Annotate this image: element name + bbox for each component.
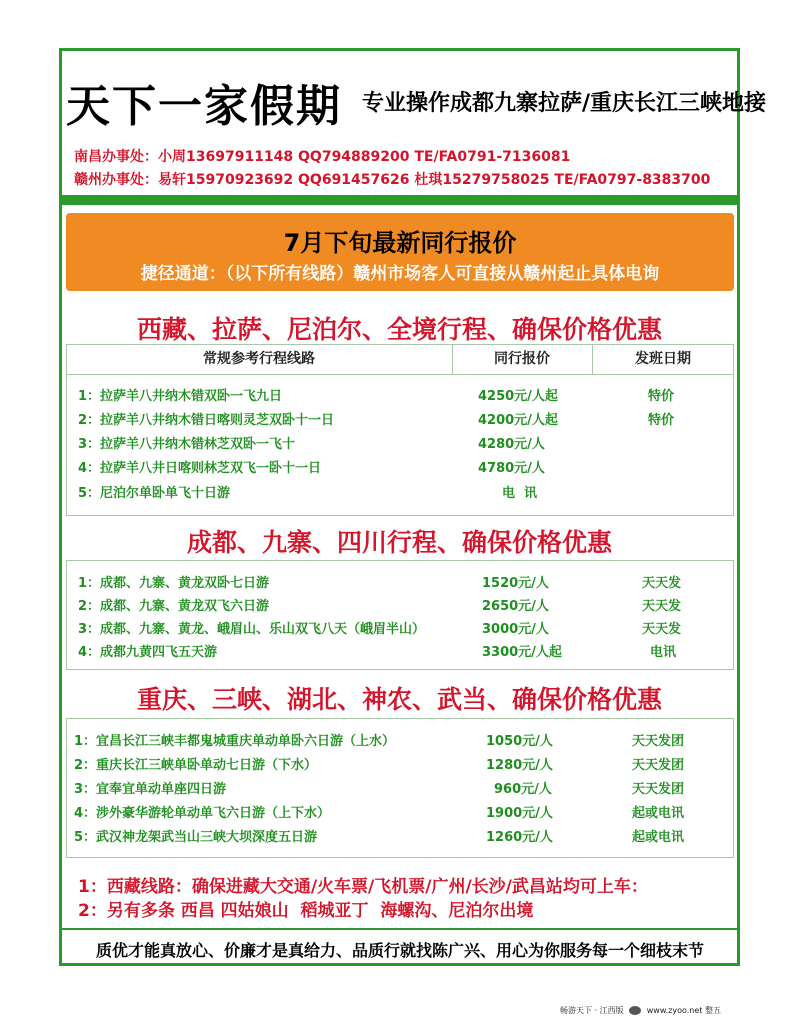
- chongqing-schedule-3: 天天发团: [632, 782, 685, 797]
- chongqing-route-2: 2：重庆长江三峡单卧单动七日游（下水）: [74, 758, 318, 773]
- chongqing-route-1: 1：宜昌长江三峡丰都鬼城重庆单动单卧六日游（上水）: [74, 734, 396, 749]
- sichuan-price-2: 2650元/人: [482, 599, 549, 614]
- sichuan-schedule-3: 天天发: [642, 622, 682, 637]
- office-nanchang: 南昌办事处：小周13697911148 QQ794889200 TE/FA0791-7136081: [74, 149, 571, 165]
- tibet-price-3: 4280元/人: [478, 437, 545, 452]
- sichuan-route-4: 4：成都九黄四飞五天游: [78, 645, 218, 660]
- tibet-route-5: 5：尼泊尔单卧单飞十日游: [78, 486, 231, 501]
- footer-edition: 畅游天下 · 江西版: [560, 1006, 624, 1015]
- brand-tagline: 专业操作成都九寨拉萨/重庆长江三峡地接: [362, 91, 767, 116]
- publication-logo-icon: [629, 1006, 641, 1015]
- tibet-route-3: 3：拉萨羊八井纳木错林芝双卧一飞十: [78, 437, 296, 452]
- tibet-route-2: 2：拉萨羊八井纳木错日喀则灵芝双卧十一日: [78, 413, 335, 428]
- chongqing-schedule-2: 天天发团: [632, 758, 685, 773]
- tibet-price-4: 4780元/人: [478, 461, 545, 476]
- chongqing-heading: 重庆、三峡、湖北、神农、武当、确保价格优惠: [136, 685, 662, 714]
- sichuan-route-2: 2：成都、九寨、黄龙双飞六日游: [78, 599, 270, 614]
- tibet-header-divider: [66, 374, 734, 375]
- chongqing-schedule-5: 起或电讯: [632, 830, 685, 845]
- sichuan-route-1: 1：成都、九寨、黄龙双卧七日游: [78, 576, 270, 591]
- tibet-schedule-1: 特价: [648, 389, 675, 404]
- chongqing-price-1: 1050元/人: [486, 734, 553, 749]
- brand-title: 天下一家假期: [66, 81, 342, 132]
- sichuan-heading: 成都、九寨、四川行程、确保价格优惠: [186, 528, 612, 557]
- slogan: 质优才能真放心、价廉才是真给力、品质行就找陈广兴、用心为你服务每一个细枝末节: [95, 941, 704, 960]
- tibet-price-1: 4250元/人起: [478, 389, 558, 404]
- chongqing-route-3: 3：宜奉宜单动单座四日游: [74, 782, 227, 797]
- office-ganzhou: 赣州办事处：易轩15970923692 QQ691457626 杜琪15279758025 TE/FA0797-8383700: [74, 172, 711, 188]
- chongqing-price-4: 1900元/人: [486, 806, 553, 821]
- chongqing-price-3: 960元/人: [494, 782, 552, 797]
- footer: [560, 1005, 721, 1016]
- chongqing-price-5: 1260元/人: [486, 830, 553, 845]
- chongqing-schedule-1: 天天发团: [632, 734, 685, 749]
- footer-page: 整五: [704, 1006, 721, 1015]
- note-2: 2：另有多条 西昌 四姑娘山 稻城亚丁 海螺沟、尼泊尔出境: [78, 901, 534, 921]
- sichuan-price-1: 1520元/人: [482, 576, 549, 591]
- column-header-schedule: 发班日期: [635, 351, 691, 367]
- column-header-route: 常规参考行程线路: [203, 351, 315, 367]
- tibet-price-5: 电 讯: [502, 486, 538, 501]
- header-divider: [59, 195, 740, 205]
- chongqing-route-4: 4：涉外豪华游轮单动单飞六日游（上下水）: [74, 806, 331, 821]
- sichuan-schedule-2: 天天发: [642, 599, 682, 614]
- chongqing-price-2: 1280元/人: [486, 758, 553, 773]
- chongqing-schedule-4: 起或电讯: [632, 806, 685, 821]
- banner-title: 7月下旬最新同行报价: [283, 229, 517, 257]
- sichuan-schedule-4: 电讯: [650, 645, 677, 660]
- banner-subtitle: 捷径通道：（以下所有线路）赣州市场客人可直接从赣州起止具体电询: [140, 264, 660, 284]
- tibet-schedule-2: 特价: [648, 413, 675, 428]
- slogan-divider: [59, 928, 740, 930]
- footer-site: www.zyoo.net: [646, 1006, 703, 1015]
- tibet-route-4: 4：拉萨羊八井日喀则林芝双飞一卧十一日: [78, 461, 322, 476]
- column-header-price: 同行报价: [494, 351, 550, 367]
- sichuan-schedule-1: 天天发: [642, 576, 682, 591]
- chongqing-route-5: 5：武汉神龙架武当山三峡大坝深度五日游: [74, 830, 318, 845]
- tibet-heading: 西藏、拉萨、尼泊尔、全境行程、确保价格优惠: [136, 315, 662, 344]
- note-1: 1：西藏线路：确保进藏大交通/火车票/飞机票/广州/长沙/武昌站均可上车：: [78, 877, 648, 897]
- sichuan-route-3: 3：成都、九寨、黄龙、峨眉山、乐山双飞八天（峨眉半山）: [78, 622, 426, 637]
- sichuan-price-4: 3300元/人起: [482, 645, 562, 660]
- tibet-route-1: 1：拉萨羊八井纳木错双卧一飞九日: [78, 389, 283, 404]
- tibet-price-2: 4200元/人起: [478, 413, 558, 428]
- sichuan-price-3: 3000元/人: [482, 622, 549, 637]
